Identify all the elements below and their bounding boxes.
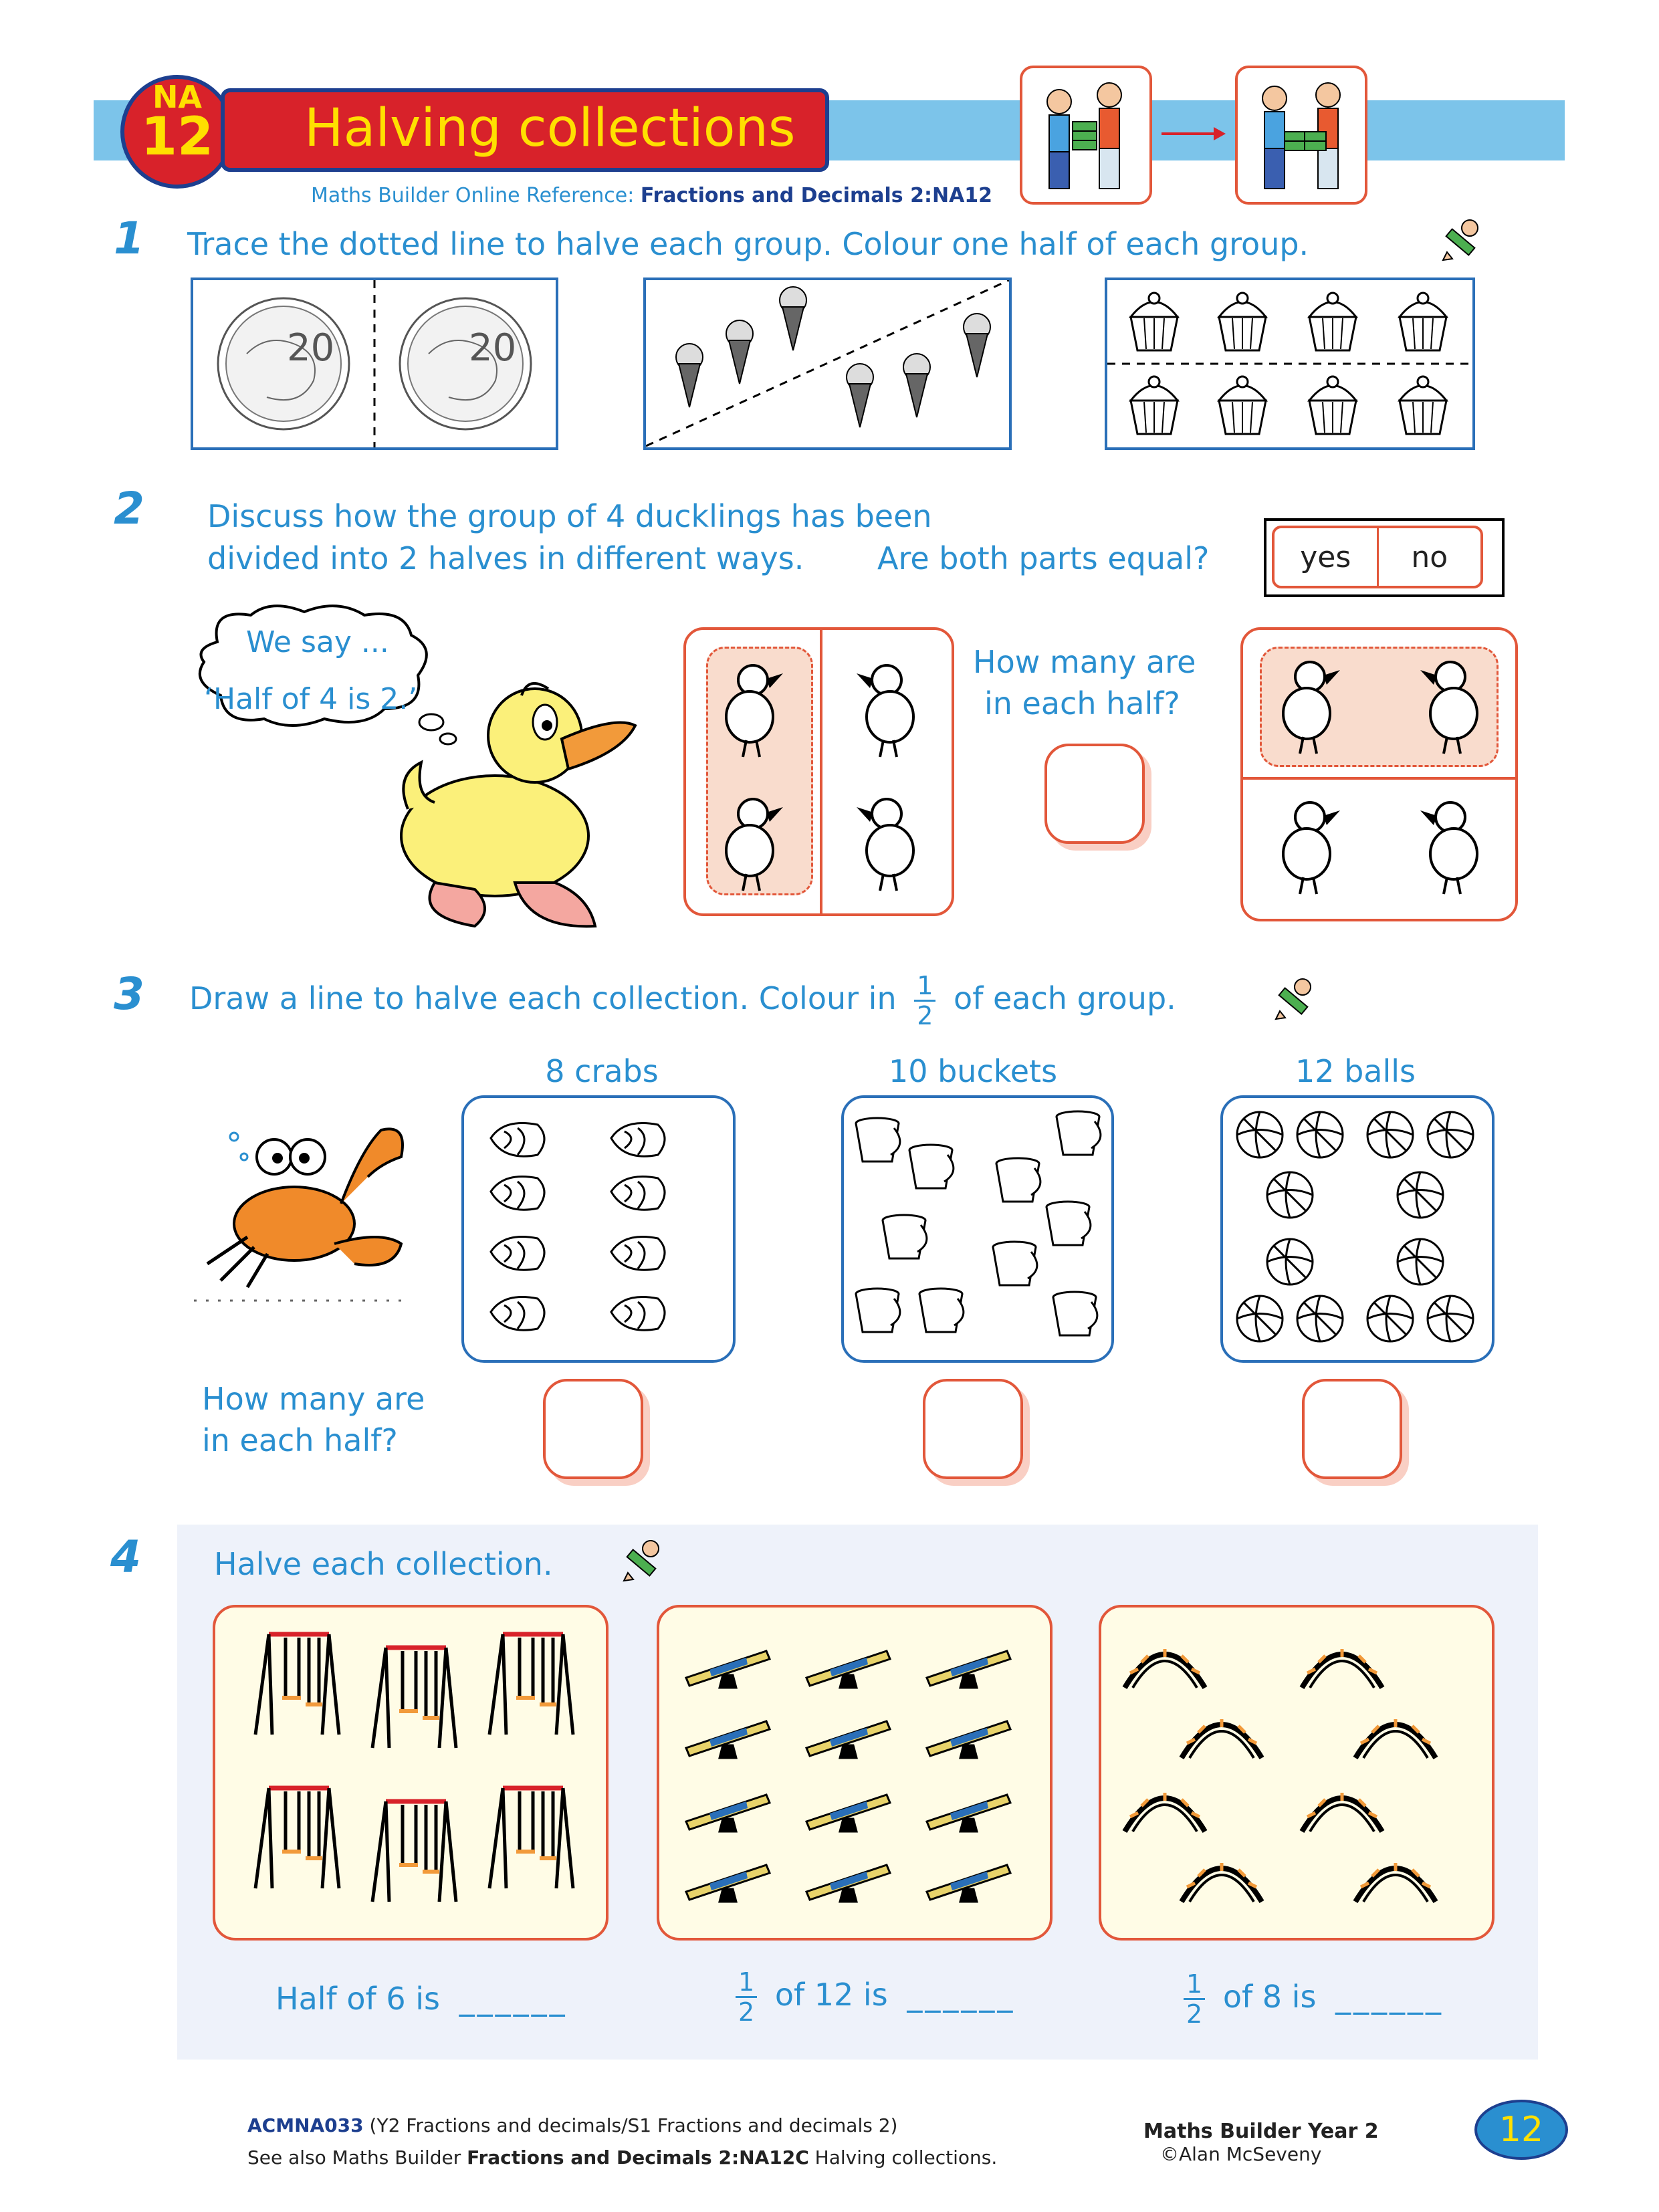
q2-how-many-2: in each half? (984, 685, 1180, 722)
ball-icon (1297, 1112, 1343, 1157)
balls-group[interactable] (1220, 1095, 1495, 1363)
q3-how-many-1: How many are (202, 1381, 425, 1417)
coins-group[interactable] (191, 278, 558, 450)
ducklings-group-vertical (683, 627, 954, 916)
ice-cream-icon (847, 364, 873, 427)
cupcake-icon (1131, 376, 1178, 434)
ducklings-group-horizontal (1240, 627, 1518, 921)
label-crabs: 8 crabs (545, 1053, 659, 1089)
swing-icon (372, 1801, 456, 1902)
seesaws-group[interactable] (657, 1605, 1053, 1941)
pencil-icon (1270, 976, 1317, 1023)
svg-text:20: 20 (287, 326, 335, 370)
shell-icon (611, 1123, 665, 1157)
shell-icon (491, 1237, 544, 1270)
duck-icon (395, 662, 649, 943)
fraction-half: $\frac{1}{2}$ (914, 973, 935, 1028)
crab-icon (181, 1110, 428, 1311)
page-number-badge (1474, 2100, 1568, 2160)
ball-icon (1367, 1296, 1413, 1341)
bucket-icon (883, 1215, 927, 1258)
footer-see-also: See also Maths Builder Fractions and Decimals 2:NA12C Halving collections. (247, 2146, 998, 2169)
seesaw-icon (927, 1721, 1010, 1758)
yes-no-choice (1272, 526, 1483, 588)
duckling-icon (1283, 662, 1340, 754)
cupcake-icon (1400, 376, 1446, 434)
ball-icon (1428, 1112, 1473, 1157)
ice-creams-group[interactable] (643, 278, 1012, 450)
seesaw-icon (806, 1651, 890, 1688)
label-buckets: 10 buckets (888, 1053, 1058, 1089)
swings-group[interactable] (213, 1605, 609, 1941)
climbing-frame-icon (1182, 1863, 1262, 1902)
cupcakes-group[interactable] (1105, 278, 1475, 450)
coin-icon (218, 298, 349, 429)
cupcake-icon (1309, 376, 1356, 434)
question-3-instruction-b: of each group. (954, 980, 1176, 1016)
ball-icon (1428, 1296, 1473, 1341)
page-number: 12 (1499, 2110, 1544, 2150)
seesaw-icon (686, 1795, 770, 1832)
ball-icon (1267, 1172, 1313, 1218)
question-3-instruction-a: Draw a line to halve each collection. Colour in (189, 980, 897, 1016)
swing-icon (372, 1648, 456, 1748)
duckling-icon (857, 799, 913, 891)
pencil-icon (1438, 217, 1484, 264)
question-2-number: 2 (114, 483, 144, 534)
footer-book-title: Maths Builder Year 2 (1143, 2120, 1379, 2143)
climbing-frame-icon (1355, 1719, 1436, 1758)
duckling-icon (1420, 802, 1477, 894)
swing-icon (255, 1788, 339, 1888)
climbing-frame-icon (1182, 1719, 1262, 1758)
ice-cream-icon (903, 354, 930, 417)
bucket-icon (909, 1145, 954, 1188)
title-badge-code: NA (152, 79, 203, 115)
question-4-instruction: Halve each collection. (214, 1546, 553, 1582)
question-2-line2: divided into 2 halves in different ways. (207, 540, 804, 576)
bucket-icon (1057, 1111, 1101, 1155)
pencil-icon (619, 1538, 665, 1585)
climbing-frame-icon (1302, 1649, 1382, 1688)
seesaw-icon (806, 1865, 890, 1902)
climbing-frame-icon (1125, 1793, 1205, 1832)
question-1-number: 1 (114, 213, 144, 264)
ball-icon (1398, 1239, 1443, 1285)
shell-icon (611, 1237, 665, 1270)
no-option[interactable]: no (1411, 540, 1448, 574)
fraction-half: $\frac{1}{2}$ (1184, 1971, 1205, 2027)
q2-answer-box[interactable] (1044, 744, 1145, 844)
q4-answer-climbing-frames: $\frac{1}{2}$ of 8 is ______ (1184, 1971, 1444, 2027)
duckling-icon (857, 665, 913, 757)
coin-icon (400, 298, 531, 429)
bucket-icon (1046, 1202, 1091, 1245)
q2-how-many-1: How many are (973, 644, 1196, 680)
balls-answer-box[interactable] (1302, 1379, 1402, 1479)
label-balls: 12 balls (1295, 1053, 1416, 1089)
buckets-answer-box[interactable] (923, 1379, 1023, 1479)
swing-icon (489, 1788, 573, 1888)
climbing-frame-icon (1125, 1649, 1205, 1688)
ice-cream-icon (676, 344, 703, 407)
shell-icon (491, 1177, 544, 1210)
seesaw-icon (806, 1795, 890, 1832)
seesaw-icon (686, 1721, 770, 1758)
page-title: Halving collections (304, 98, 796, 158)
bucket-icon (919, 1289, 964, 1332)
swing-icon (489, 1634, 573, 1735)
header-illustration-before (1020, 66, 1152, 205)
seesaw-icon (686, 1865, 770, 1902)
fraction-half: $\frac{1}{2}$ (736, 1969, 757, 2025)
header-illustration-after (1235, 66, 1367, 205)
question-1-instruction: Trace the dotted line to halve each group. Colour one half of each group. (187, 226, 1309, 262)
duckling-icon (726, 799, 783, 891)
ice-cream-icon (726, 320, 753, 384)
crabs-answer-box[interactable] (543, 1379, 643, 1479)
svg-text:20: 20 (469, 326, 517, 370)
footer-curriculum-code: ACMNA033 (Y2 Fractions and decimals/S1 Fractions and decimals 2) (247, 2114, 898, 2136)
seesaw-icon (806, 1721, 890, 1758)
q3-how-many-2: in each half? (202, 1422, 398, 1458)
answer-blank[interactable]: ______ (907, 1977, 1016, 2013)
bubble-text-1: We say ... (246, 625, 389, 659)
climbing-frames-group[interactable] (1099, 1605, 1495, 1941)
yes-option[interactable]: yes (1275, 528, 1379, 586)
ball-icon (1367, 1112, 1413, 1157)
cupcake-icon (1219, 293, 1266, 350)
footer-copyright: ©Alan McSeveny (1160, 2143, 1322, 2165)
q4-answer-seesaws: $\frac{1}{2}$ of 12 is ______ (736, 1969, 1015, 2025)
seesaw-icon (927, 1651, 1010, 1688)
ball-icon (1237, 1112, 1283, 1157)
swing-icon (255, 1634, 339, 1735)
ball-icon (1237, 1296, 1283, 1341)
bucket-icon (1053, 1292, 1097, 1335)
online-reference: Maths Builder Online Reference: Fractions and Decimals 2:NA12 (311, 184, 993, 207)
climbing-frame-icon (1355, 1863, 1436, 1902)
shell-icon (491, 1297, 544, 1331)
duckling-icon (1420, 662, 1477, 754)
question-2-line1: Discuss how the group of 4 ducklings has been (207, 498, 932, 534)
bubble-text-2: ‘Half of 4 is 2.’ (204, 682, 418, 716)
bucket-icon (856, 1289, 900, 1332)
answer-blank[interactable]: ______ (1335, 1979, 1444, 2015)
seesaw-icon (927, 1865, 1010, 1902)
ball-icon (1267, 1239, 1313, 1285)
question-4-number: 4 (110, 1531, 141, 1583)
question-2-question: Are both parts equal? (877, 540, 1210, 576)
climbing-frame-icon (1302, 1793, 1382, 1832)
bucket-icon (856, 1118, 900, 1162)
seesaw-icon (927, 1795, 1010, 1832)
cupcake-icon (1309, 293, 1356, 350)
shell-icon (491, 1123, 544, 1157)
answer-blank[interactable]: ______ (459, 1981, 568, 2017)
title-badge-number: 12 (140, 107, 214, 167)
ice-cream-icon (780, 287, 806, 350)
ice-cream-icon (964, 314, 990, 377)
question-3-instruction (189, 973, 1176, 1028)
cupcake-icon (1219, 376, 1266, 434)
crabs-group[interactable] (461, 1095, 736, 1363)
bucket-icon (996, 1158, 1040, 1202)
bucket-icon (993, 1242, 1037, 1285)
buckets-group[interactable] (841, 1095, 1114, 1363)
shell-icon (611, 1177, 665, 1210)
question-3-number: 3 (114, 968, 144, 1020)
cupcake-icon (1400, 293, 1446, 350)
arrow-right-icon (1160, 124, 1227, 144)
duckling-icon (1283, 802, 1340, 894)
shell-icon (611, 1297, 665, 1331)
duckling-icon (726, 665, 783, 757)
ball-icon (1297, 1296, 1343, 1341)
q4-answer-swings: Half of 6 is ______ (275, 1981, 568, 2017)
cupcake-icon (1131, 293, 1178, 350)
ball-icon (1398, 1172, 1443, 1218)
seesaw-icon (686, 1651, 770, 1688)
